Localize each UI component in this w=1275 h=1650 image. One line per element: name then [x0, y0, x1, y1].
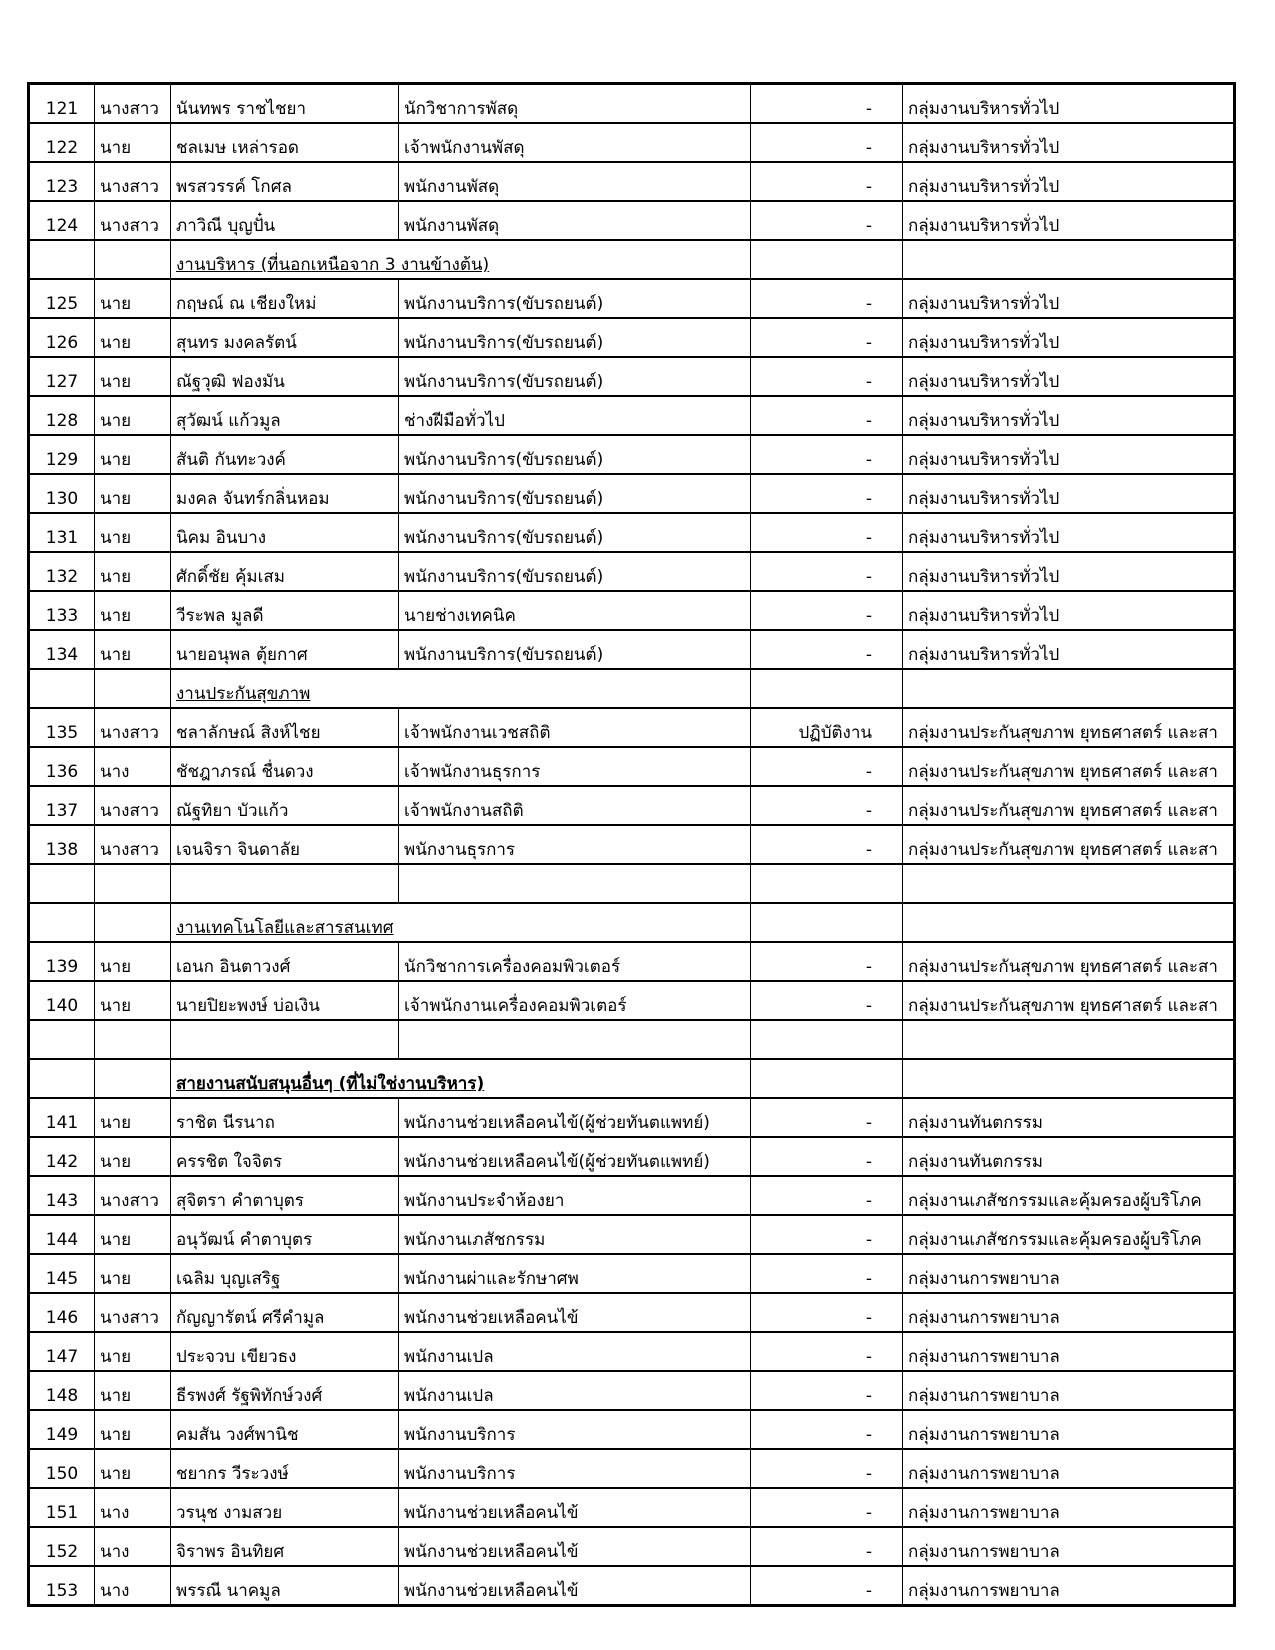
full-name: ชลาลักษณ์ สิงห์ไชย: [171, 708, 399, 747]
table-row: [29, 591, 1235, 630]
staff-table: [27, 82, 1236, 1607]
full-name: สุจิตรา คำตาบุตร: [171, 1176, 399, 1215]
name-title: นาย: [95, 357, 171, 396]
row-number: 148: [29, 1371, 95, 1410]
name-title: นาย: [95, 942, 171, 981]
row-number: 142: [29, 1137, 95, 1176]
row-number: 129: [29, 435, 95, 474]
table-row: [29, 1293, 1235, 1332]
name-title: นาย: [95, 552, 171, 591]
grade-level: -: [751, 84, 903, 124]
work-group: กลุ่มงานประกันสุขภาพ ยุทธศาสตร์ และสา: [903, 708, 1235, 747]
table-row: [29, 435, 1235, 474]
position: พนักงานบริการ(ขับรถยนต์): [399, 279, 751, 318]
name-title: นาง: [95, 1527, 171, 1566]
work-group: กลุ่มงานบริหารทั่วไป: [903, 396, 1235, 435]
empty-cell: [903, 240, 1235, 279]
position: พนักงานเปล: [399, 1332, 751, 1371]
name-title: นาย: [95, 474, 171, 513]
empty-cell: [95, 669, 171, 708]
row-number: 125: [29, 279, 95, 318]
section-header-row: [29, 669, 1235, 708]
table-row: [29, 708, 1235, 747]
row-number: 147: [29, 1332, 95, 1371]
work-group: กลุ่มงานการพยาบาล: [903, 1293, 1235, 1332]
name-title: นาง: [95, 1488, 171, 1527]
name-title: นาย: [95, 1137, 171, 1176]
grade-level: -: [751, 630, 903, 669]
row-number: 126: [29, 318, 95, 357]
table-row: [29, 942, 1235, 981]
grade-level: -: [751, 1332, 903, 1371]
grade-level: -: [751, 201, 903, 240]
position: พนักงานช่วยเหลือคนไข้: [399, 1488, 751, 1527]
empty-cell: [29, 1020, 95, 1059]
work-group: กลุ่มงานประกันสุขภาพ ยุทธศาสตร์ และสา: [903, 786, 1235, 825]
table-row: [29, 747, 1235, 786]
table-row: [29, 279, 1235, 318]
position: พนักงานช่วยเหลือคนไข้: [399, 1527, 751, 1566]
row-number: 130: [29, 474, 95, 513]
table-row: [29, 786, 1235, 825]
work-group: กลุ่มงานเภสัชกรรมและคุ้มครองผู้บริโภค: [903, 1176, 1235, 1215]
name-title: นาย: [95, 1098, 171, 1137]
row-number: 137: [29, 786, 95, 825]
work-group: กลุ่มงานการพยาบาล: [903, 1566, 1235, 1606]
full-name: กฤษณ์ ณ เชียงใหม่: [171, 279, 399, 318]
position: พนักงานช่วยเหลือคนไข้: [399, 1566, 751, 1606]
grade-level: -: [751, 162, 903, 201]
empty-cell: [751, 903, 903, 942]
empty-cell: [95, 903, 171, 942]
position: พนักงานพัสดุ: [399, 162, 751, 201]
name-title: นาย: [95, 318, 171, 357]
position: พนักงานช่วยเหลือคนไข้(ผู้ช่วยทันตแพทย์): [399, 1137, 751, 1176]
table-row: [29, 1449, 1235, 1488]
grade-level: -: [751, 747, 903, 786]
position: พนักงานพัสดุ: [399, 201, 751, 240]
work-group: กลุ่มงานบริหารทั่วไป: [903, 591, 1235, 630]
blank-row: [29, 864, 1235, 903]
position: นายช่างเทคนิค: [399, 591, 751, 630]
empty-cell: [903, 1020, 1235, 1059]
empty-cell: [751, 1059, 903, 1098]
name-title: นางสาว: [95, 84, 171, 124]
row-number: 138: [29, 825, 95, 864]
grade-level: -: [751, 513, 903, 552]
grade-level: -: [751, 825, 903, 864]
section-header-row: [29, 240, 1235, 279]
row-number: 145: [29, 1254, 95, 1293]
row-number: 143: [29, 1176, 95, 1215]
name-title: นางสาว: [95, 201, 171, 240]
table-row: [29, 201, 1235, 240]
full-name: นายอนุพล ตุ้ยกาศ: [171, 630, 399, 669]
position: พนักงานบริการ(ขับรถยนต์): [399, 513, 751, 552]
grade-level: -: [751, 318, 903, 357]
full-name: ชยากร วีระวงษ์: [171, 1449, 399, 1488]
position: พนักงานบริการ(ขับรถยนต์): [399, 474, 751, 513]
full-name: ราชิต นีรนาถ: [171, 1098, 399, 1137]
row-number: 134: [29, 630, 95, 669]
grade-level: -: [751, 123, 903, 162]
name-title: นาย: [95, 1332, 171, 1371]
row-number: 122: [29, 123, 95, 162]
empty-cell: [29, 669, 95, 708]
grade-level: -: [751, 1293, 903, 1332]
full-name: ณัฐทิยา บัวแก้ว: [171, 786, 399, 825]
position: นักวิชาการเครื่องคอมพิวเตอร์: [399, 942, 751, 981]
empty-cell: [399, 864, 751, 903]
table-row: [29, 162, 1235, 201]
work-group: กลุ่มงานบริหารทั่วไป: [903, 123, 1235, 162]
full-name: นิคม อินบาง: [171, 513, 399, 552]
grade-level: -: [751, 591, 903, 630]
full-name: กัญญารัตน์ ศรีคำมูล: [171, 1293, 399, 1332]
name-title: นางสาว: [95, 786, 171, 825]
position: พนักงานบริการ(ขับรถยนต์): [399, 318, 751, 357]
row-number: 139: [29, 942, 95, 981]
position: พนักงานเภสัชกรรม: [399, 1215, 751, 1254]
name-title: นาย: [95, 279, 171, 318]
row-number: 150: [29, 1449, 95, 1488]
section-title: งานประกันสุขภาพ: [171, 669, 751, 708]
row-number: 146: [29, 1293, 95, 1332]
blank-row: [29, 1020, 1235, 1059]
name-title: นาย: [95, 123, 171, 162]
name-title: นาง: [95, 747, 171, 786]
full-name: ชลเมษ เหล่ารอด: [171, 123, 399, 162]
full-name: วรนุช งามสวย: [171, 1488, 399, 1527]
row-number: 141: [29, 1098, 95, 1137]
position: พนักงานบริการ(ขับรถยนต์): [399, 630, 751, 669]
position: พนักงานบริการ(ขับรถยนต์): [399, 357, 751, 396]
work-group: กลุ่มงานทันตกรรม: [903, 1098, 1235, 1137]
name-title: นาย: [95, 591, 171, 630]
staff-table-body: [29, 84, 1235, 1606]
table-row: [29, 84, 1235, 124]
section-title: งานบริหาร (ที่นอกเหนือจาก 3 งานข้างต้น): [171, 240, 751, 279]
position: พนักงานบริการ: [399, 1410, 751, 1449]
grade-level: -: [751, 357, 903, 396]
table-row: [29, 630, 1235, 669]
work-group: กลุ่มงานบริหารทั่วไป: [903, 201, 1235, 240]
table-row: [29, 1371, 1235, 1410]
name-title: นาย: [95, 1449, 171, 1488]
grade-level: -: [751, 396, 903, 435]
row-number: 144: [29, 1215, 95, 1254]
table-row: [29, 1410, 1235, 1449]
position: นักวิชาการพัสดุ: [399, 84, 751, 124]
grade-level: -: [751, 942, 903, 981]
name-title: นาย: [95, 1215, 171, 1254]
grade-level: -: [751, 1254, 903, 1293]
empty-cell: [95, 1020, 171, 1059]
empty-cell: [903, 669, 1235, 708]
row-number: 132: [29, 552, 95, 591]
empty-cell: [171, 864, 399, 903]
work-group: กลุ่มงานการพยาบาล: [903, 1527, 1235, 1566]
name-title: นาย: [95, 1410, 171, 1449]
table-row: [29, 1137, 1235, 1176]
full-name: นายปิยะพงษ์ บ่อเงิน: [171, 981, 399, 1020]
work-group: กลุ่มงานการพยาบาล: [903, 1254, 1235, 1293]
table-row: [29, 1332, 1235, 1371]
work-group: กลุ่มงานบริหารทั่วไป: [903, 513, 1235, 552]
full-name: ธีรพงศ์ รัฐพิทักษ์วงศ์: [171, 1371, 399, 1410]
table-row: [29, 1098, 1235, 1137]
table-row: [29, 1215, 1235, 1254]
position: เจ้าพนักงานธุรการ: [399, 747, 751, 786]
work-group: กลุ่มงานการพยาบาล: [903, 1332, 1235, 1371]
work-group: กลุ่มงานบริหารทั่วไป: [903, 162, 1235, 201]
row-number: 149: [29, 1410, 95, 1449]
work-group: กลุ่มงานเภสัชกรรมและคุ้มครองผู้บริโภค: [903, 1215, 1235, 1254]
position: พนักงานบริการ(ขับรถยนต์): [399, 552, 751, 591]
work-group: กลุ่มงานประกันสุขภาพ ยุทธศาสตร์ และสา: [903, 747, 1235, 786]
work-group: กลุ่มงานบริหารทั่วไป: [903, 318, 1235, 357]
position: พนักงานช่วยเหลือคนไข้(ผู้ช่วยทันตแพทย์): [399, 1098, 751, 1137]
empty-cell: [29, 903, 95, 942]
row-number: 127: [29, 357, 95, 396]
name-title: นาย: [95, 513, 171, 552]
grade-level: -: [751, 981, 903, 1020]
section-title: งานเทคโนโลยีและสารสนเทศ: [171, 903, 751, 942]
name-title: นาย: [95, 630, 171, 669]
empty-cell: [29, 864, 95, 903]
grade-level: -: [751, 786, 903, 825]
table-row: [29, 552, 1235, 591]
full-name: เจนจิรา จินดาลัย: [171, 825, 399, 864]
work-group: กลุ่มงานประกันสุขภาพ ยุทธศาสตร์ และสา: [903, 981, 1235, 1020]
grade-level: -: [751, 1371, 903, 1410]
name-title: นาย: [95, 396, 171, 435]
section-header-row: [29, 1059, 1235, 1098]
row-number: 133: [29, 591, 95, 630]
work-group: กลุ่มงานทันตกรรม: [903, 1137, 1235, 1176]
full-name: อนุวัฒน์ คำตาบุตร: [171, 1215, 399, 1254]
work-group: กลุ่มงานการพยาบาล: [903, 1410, 1235, 1449]
grade-level: -: [751, 1566, 903, 1606]
name-title: นางสาว: [95, 162, 171, 201]
table-row: [29, 474, 1235, 513]
name-title: นางสาว: [95, 825, 171, 864]
empty-cell: [95, 864, 171, 903]
empty-cell: [95, 1059, 171, 1098]
position: พนักงานผ่าและรักษาศพ: [399, 1254, 751, 1293]
position: เจ้าพนักงานสถิติ: [399, 786, 751, 825]
full-name: จิราพร อินทิยศ: [171, 1527, 399, 1566]
position: พนักงานช่วยเหลือคนไข้: [399, 1293, 751, 1332]
full-name: สันติ กันทะวงค์: [171, 435, 399, 474]
table-row: [29, 981, 1235, 1020]
grade-level: -: [751, 1098, 903, 1137]
name-title: นางสาว: [95, 1293, 171, 1332]
row-number: 140: [29, 981, 95, 1020]
grade-level: -: [751, 1488, 903, 1527]
name-title: นาย: [95, 981, 171, 1020]
full-name: ศักดิ์ชัย คุ้มเสม: [171, 552, 399, 591]
empty-cell: [903, 864, 1235, 903]
full-name: มงคล จันทร์กลิ่นหอม: [171, 474, 399, 513]
row-number: 121: [29, 84, 95, 124]
empty-cell: [751, 240, 903, 279]
work-group: กลุ่มงานการพยาบาล: [903, 1371, 1235, 1410]
position: ช่างฝีมือทั่วไป: [399, 396, 751, 435]
position: พนักงานเปล: [399, 1371, 751, 1410]
grade-level: -: [751, 1176, 903, 1215]
full-name: ประจวบ เขียวธง: [171, 1332, 399, 1371]
row-number: 136: [29, 747, 95, 786]
section-header-row: [29, 903, 1235, 942]
position: พนักงานประจำห้องยา: [399, 1176, 751, 1215]
full-name: นันทพร ราชไชยา: [171, 84, 399, 124]
grade-level: -: [751, 1137, 903, 1176]
grade-level: -: [751, 552, 903, 591]
name-title: นาย: [95, 1371, 171, 1410]
grade-level: -: [751, 435, 903, 474]
position: เจ้าพนักงานเวชสถิติ: [399, 708, 751, 747]
table-row: [29, 357, 1235, 396]
empty-cell: [903, 1059, 1235, 1098]
name-title: นาย: [95, 435, 171, 474]
full-name: พรรณี นาคมูล: [171, 1566, 399, 1606]
full-name: ชัชฎาภรณ์ ชื่นดวง: [171, 747, 399, 786]
position: พนักงานบริการ(ขับรถยนต์): [399, 435, 751, 474]
work-group: กลุ่มงานบริหารทั่วไป: [903, 84, 1235, 124]
work-group: กลุ่มงานบริหารทั่วไป: [903, 630, 1235, 669]
row-number: 135: [29, 708, 95, 747]
empty-cell: [751, 669, 903, 708]
full-name: เฉลิม บุญเสริฐ: [171, 1254, 399, 1293]
table-row: [29, 1527, 1235, 1566]
full-name: วีระพล มูลดี: [171, 591, 399, 630]
empty-cell: [751, 1020, 903, 1059]
work-group: กลุ่มงานประกันสุขภาพ ยุทธศาสตร์ และสา: [903, 942, 1235, 981]
full-name: สุวัฒน์ แก้วมูล: [171, 396, 399, 435]
section-title: สายงานสนับสนุนอื่นๆ (ที่ไม่ใช่งานบริหาร): [171, 1059, 751, 1098]
empty-cell: [95, 240, 171, 279]
row-number: 153: [29, 1566, 95, 1606]
work-group: กลุ่มงานบริหารทั่วไป: [903, 279, 1235, 318]
work-group: กลุ่มงานประกันสุขภาพ ยุทธศาสตร์ และสา: [903, 825, 1235, 864]
position: พนักงานบริการ: [399, 1449, 751, 1488]
row-number: 128: [29, 396, 95, 435]
row-number: 151: [29, 1488, 95, 1527]
full-name: เอนก อินตาวงศ์: [171, 942, 399, 981]
name-title: นาง: [95, 1566, 171, 1606]
row-number: 124: [29, 201, 95, 240]
grade-level: -: [751, 1410, 903, 1449]
work-group: กลุ่มงานบริหารทั่วไป: [903, 552, 1235, 591]
position: เจ้าพนักงานเครื่องคอมพิวเตอร์: [399, 981, 751, 1020]
row-number: 131: [29, 513, 95, 552]
position: พนักงานธุรการ: [399, 825, 751, 864]
empty-cell: [29, 240, 95, 279]
table-row: [29, 825, 1235, 864]
empty-cell: [399, 1020, 751, 1059]
work-group: กลุ่มงานการพยาบาล: [903, 1488, 1235, 1527]
grade-level: -: [751, 279, 903, 318]
table-row: [29, 1176, 1235, 1215]
row-number: 123: [29, 162, 95, 201]
full-name: ภาวิณี บุญปั๋น: [171, 201, 399, 240]
position: เจ้าพนักงานพัสดุ: [399, 123, 751, 162]
grade-level: -: [751, 1527, 903, 1566]
grade-level: -: [751, 474, 903, 513]
empty-cell: [751, 864, 903, 903]
work-group: กลุ่มงานบริหารทั่วไป: [903, 474, 1235, 513]
name-title: นางสาว: [95, 708, 171, 747]
full-name: ณัฐวุฒิ ฟองมัน: [171, 357, 399, 396]
work-group: กลุ่มงานบริหารทั่วไป: [903, 357, 1235, 396]
table-row: [29, 1566, 1235, 1606]
table-row: [29, 1488, 1235, 1527]
grade-level: -: [751, 1215, 903, 1254]
grade-level: -: [751, 1449, 903, 1488]
table-row: [29, 1254, 1235, 1293]
empty-cell: [903, 903, 1235, 942]
row-number: 152: [29, 1527, 95, 1566]
name-title: นางสาว: [95, 1176, 171, 1215]
empty-cell: [171, 1020, 399, 1059]
work-group: กลุ่มงานการพยาบาล: [903, 1449, 1235, 1488]
empty-cell: [29, 1059, 95, 1098]
full-name: สุนทร มงคลรัตน์: [171, 318, 399, 357]
table-row: [29, 396, 1235, 435]
full-name: พรสวรรค์ โกศล: [171, 162, 399, 201]
work-group: กลุ่มงานบริหารทั่วไป: [903, 435, 1235, 474]
grade-level: ปฏิบัติงาน: [751, 708, 903, 747]
table-row: [29, 513, 1235, 552]
full-name: คมสัน วงศ์พานิช: [171, 1410, 399, 1449]
full-name: ครรชิต ใจจิตร: [171, 1137, 399, 1176]
table-row: [29, 318, 1235, 357]
name-title: นาย: [95, 1254, 171, 1293]
table-row: [29, 123, 1235, 162]
